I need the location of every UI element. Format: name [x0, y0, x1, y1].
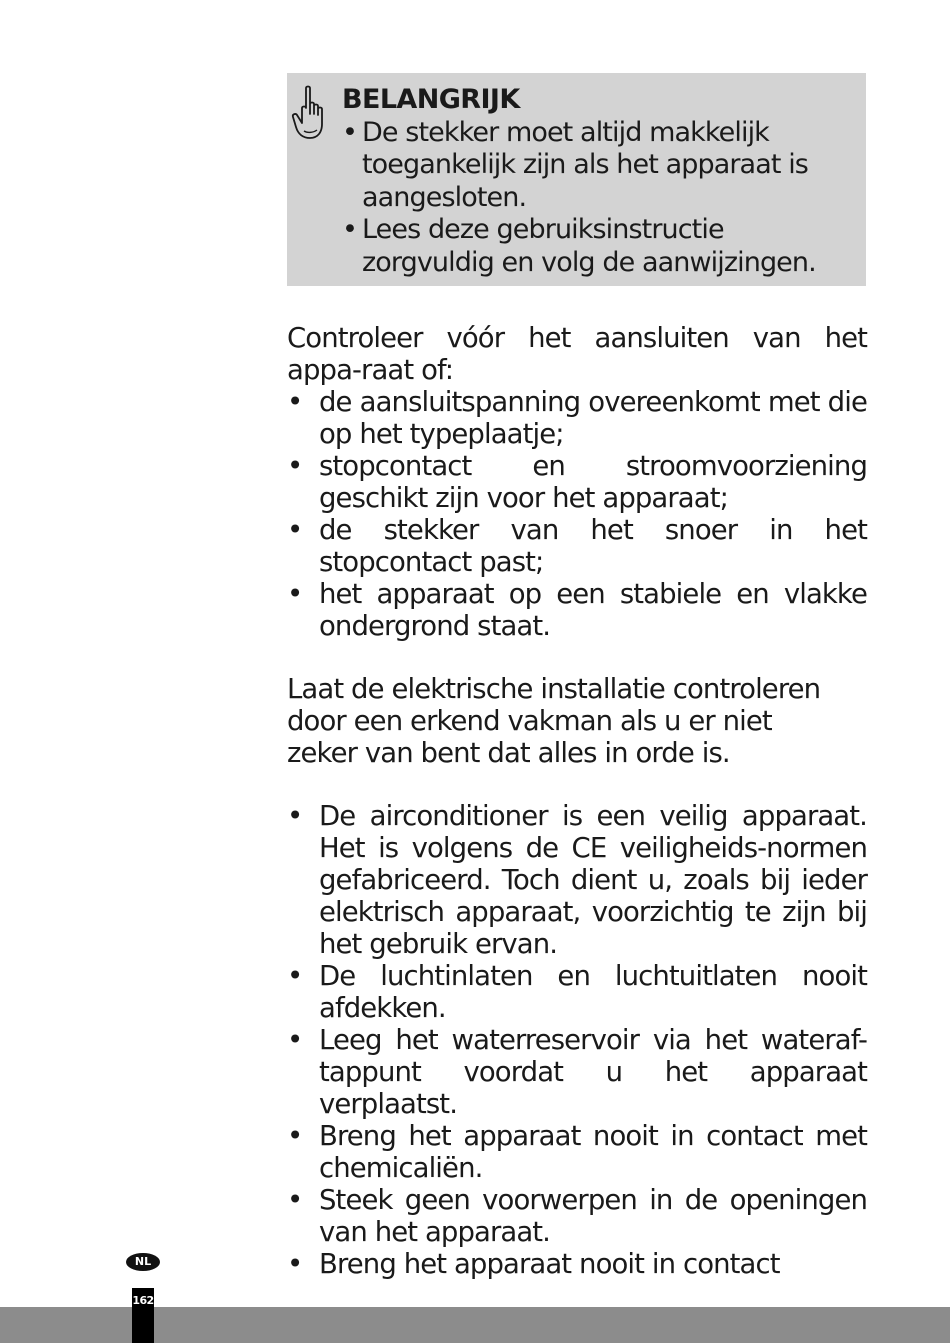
list-item-text: Breng het apparaat nooit in contact met chemicaliën.: [319, 1120, 867, 1184]
bullet: •: [287, 1248, 303, 1280]
bullet: •: [287, 578, 303, 610]
installation-paragraph: [287, 673, 867, 769]
list-item: [287, 800, 867, 960]
bullet: •: [342, 116, 358, 148]
notice-item-text: De stekker moet altijd makkelijk: [362, 116, 769, 148]
check-list: [287, 386, 867, 642]
notice-item-text: Lees deze gebruiksinstructie: [362, 214, 724, 245]
list-item: [287, 514, 867, 578]
notice-title: BELANGRIJK: [342, 84, 520, 115]
installation-line: Laat de elektrische installatie controleren: [287, 673, 821, 705]
bullet: •: [287, 800, 303, 832]
list-item-text: Leeg het waterreservoir via het wateraf-tappunt voordat u het apparaat verplaatst.: [319, 1024, 867, 1120]
notice-item-text: toegankelijk zijn als het apparaat is aangesloten.: [362, 149, 808, 213]
notice-content: [342, 84, 852, 279]
list-item: [287, 386, 867, 450]
list-item: [287, 450, 867, 514]
notice-item: [342, 117, 852, 215]
list-item: [287, 1248, 867, 1280]
installation-line: door een erkend vakman als u er niet: [287, 705, 772, 737]
check-intro: Controleer vóór het aansluiten van het appa-raat of:: [287, 322, 867, 386]
safety-list: [287, 800, 867, 1280]
notice-item: [342, 214, 852, 279]
list-item: [287, 960, 867, 1024]
bullet: •: [342, 214, 358, 245]
safety-section: [287, 800, 867, 1280]
list-item-text: Steek geen voorwerpen in de openingen van het apparaat.: [319, 1184, 867, 1248]
list-item-text: de aansluitspanning overeenkomt met die op het typeplaatje;: [319, 386, 867, 450]
bullet: •: [287, 960, 303, 992]
bullet: •: [287, 1024, 303, 1056]
language-badge: NL: [126, 1253, 160, 1271]
list-item-text: De airconditioner is een veilig apparaat. Het is volgens de CE veiligheids-normen gefabriceerd. Toch dient u, zoals bij ieder elektrisch apparaat, voorzichtig te zijn bij het gebruik ervan.: [319, 800, 867, 960]
list-item: [287, 1024, 867, 1120]
list-item: [287, 578, 867, 642]
list-item-text: De luchtinlaten en luchtuitlaten nooit afdekken.: [319, 960, 867, 1024]
bullet: •: [287, 1184, 303, 1216]
bullet: •: [287, 450, 303, 482]
list-item-text: de stekker van het snoer in het stopcontact past;: [319, 514, 867, 578]
page-number: 162: [132, 1294, 154, 1307]
list-item-text: het apparaat op een stabiele en vlakke ondergrond staat.: [319, 578, 867, 642]
list-item-text: stopcontact en stroomvoorziening geschikt zijn voor het apparaat;: [319, 450, 867, 514]
installation-line: zeker van bent dat alles in orde is.: [287, 737, 730, 769]
bullet: •: [287, 514, 303, 546]
check-section: [287, 322, 867, 642]
pointing-hand-icon: [291, 84, 327, 144]
list-item-text: Breng het apparaat nooit in contact: [319, 1248, 780, 1280]
list-item: [287, 1184, 867, 1248]
notice-item-text: zorgvuldig en volg de aanwijzingen.: [362, 246, 816, 278]
bullet: •: [287, 386, 303, 418]
list-item: [287, 1120, 867, 1184]
bullet: •: [287, 1120, 303, 1152]
